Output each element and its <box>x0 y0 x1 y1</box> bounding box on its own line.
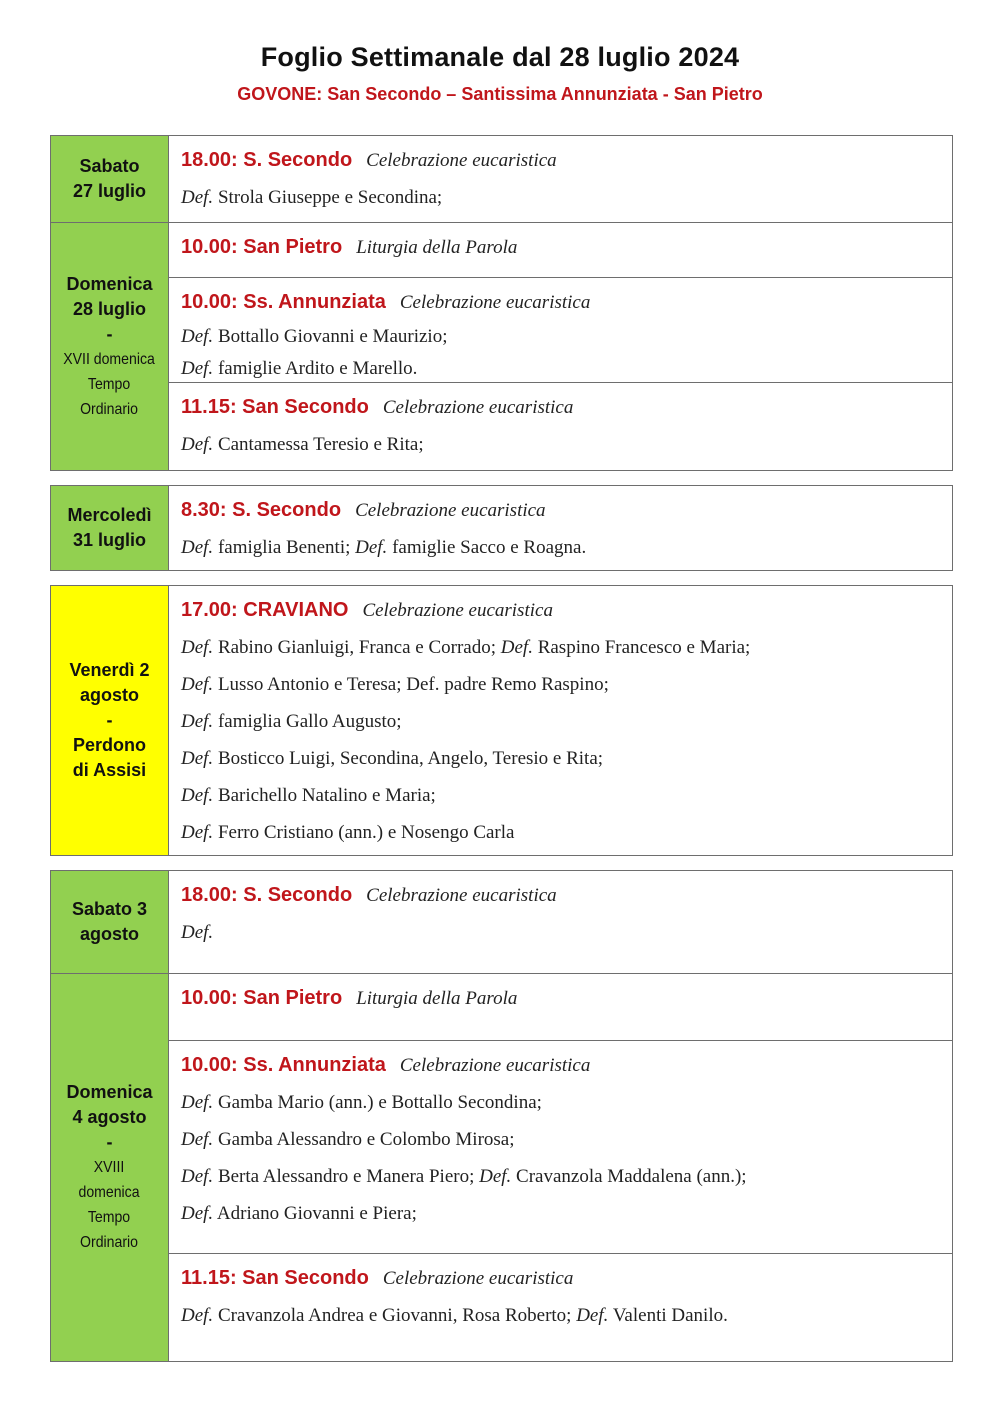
page-subtitle: GOVONE: San Secondo – Santissima Annunziata - San Pietro <box>237 84 763 104</box>
deceased-line <box>181 529 952 566</box>
celebration-entry <box>169 223 952 277</box>
def-prefix: Def. <box>479 1166 512 1187</box>
celebration-time-place: 18.00: S. Secondo <box>181 884 353 906</box>
day-line: Sabato <box>79 156 140 176</box>
celebration-time-place: 11.15: San Secondo <box>181 396 369 418</box>
deceased-line <box>181 740 952 777</box>
deceased-names: Bottallo Giovanni e Maurizio; <box>217 326 448 347</box>
celebration-entry <box>169 974 952 1040</box>
deceased-line <box>181 666 952 703</box>
day-cell <box>51 974 169 1361</box>
deceased-names: famiglie Ardito e Marello. <box>217 358 418 379</box>
celebration-time-place: 10.00: San Pietro <box>181 987 343 1009</box>
entries-column <box>169 223 952 470</box>
schedule-block <box>50 485 953 571</box>
deceased-names: Lusso Antonio e Teresa; Def. padre Remo Raspino; <box>217 674 609 695</box>
def-prefix: Def. <box>181 822 214 843</box>
deceased-line <box>181 814 952 851</box>
liturgical-day-line: XVII domenica <box>63 350 156 368</box>
day-line: 31 luglio <box>72 530 146 550</box>
celebration-type: Liturgia della Parola <box>356 988 518 1009</box>
deceased-names: famiglia Gallo Augusto; <box>217 711 402 732</box>
deceased-line <box>181 703 952 740</box>
day-label <box>69 658 149 783</box>
celebration-entry <box>169 1040 952 1253</box>
liturgical-day-line: Ordinario <box>80 400 139 418</box>
celebration-type: Celebrazione eucaristica <box>362 600 553 621</box>
day-line: Domenica <box>66 273 153 294</box>
deceased-line <box>181 777 952 814</box>
deceased-line <box>181 629 952 666</box>
def-prefix: Def. <box>181 1166 214 1187</box>
def-prefix: Def. <box>181 785 214 806</box>
day-label <box>72 897 147 947</box>
def-prefix: Def. <box>576 1305 609 1326</box>
def-prefix: Def. <box>181 674 214 695</box>
deceased-names: famiglia Benenti; <box>217 537 351 558</box>
day-cell <box>51 586 169 855</box>
def-prefix: Def. <box>181 1305 214 1326</box>
entries-column <box>169 136 952 222</box>
entry-heading <box>181 877 952 914</box>
celebration-type: Celebrazione eucaristica <box>382 397 574 418</box>
celebration-type: Liturgia della Parola <box>356 237 518 258</box>
liturgical-day-line: XVIII <box>94 1159 125 1176</box>
def-prefix: Def. <box>181 1129 214 1150</box>
celebration-entry <box>169 382 952 472</box>
deceased-line <box>181 353 952 385</box>
schedule-block <box>50 870 953 974</box>
entry-heading <box>181 389 952 426</box>
entries-column <box>169 486 952 570</box>
def-prefix: Def. <box>181 326 214 347</box>
celebration-type: Celebrazione eucaristica <box>382 1268 574 1289</box>
deceased-names: Raspino Francesco e Maria; <box>537 637 751 658</box>
day-line: Mercoledì <box>67 505 152 525</box>
day-line: 28 luglio <box>72 298 146 319</box>
entries-column <box>169 586 952 855</box>
day-line: - <box>106 323 113 344</box>
def-prefix: Def. <box>355 537 388 558</box>
entry-heading <box>181 142 952 179</box>
day-line: 4 agosto <box>72 1107 147 1127</box>
deceased-names: Ferro Cristiano (ann.) e Nosengo Carla <box>217 822 515 843</box>
schedule-block <box>50 585 953 856</box>
celebration-type: Celebrazione eucaristica <box>355 500 546 521</box>
entry-heading <box>181 1047 952 1084</box>
day-label <box>67 503 151 553</box>
celebration-time-place: 10.00: San Pietro <box>181 236 343 258</box>
deceased-line <box>181 321 952 353</box>
entries-column <box>169 974 952 1361</box>
liturgical-day-line: Tempo <box>88 375 131 393</box>
deceased-names: Cravanzola Maddalena (ann.); <box>516 1166 747 1187</box>
celebration-type: Celebrazione eucaristica <box>399 292 591 313</box>
deceased-line <box>181 1084 952 1121</box>
schedule-block <box>50 135 953 223</box>
day-cell <box>51 871 169 973</box>
def-prefix: Def. <box>181 748 214 769</box>
entries-column <box>169 871 952 973</box>
deceased-line <box>181 1297 952 1334</box>
deceased-line <box>181 1121 952 1158</box>
celebration-time-place: 10.00: Ss. Annunziata <box>181 1054 386 1076</box>
deceased-line <box>181 1158 952 1195</box>
def-prefix: Def. <box>181 537 214 558</box>
entry-heading <box>181 229 952 266</box>
deceased-names: Barichello Natalino e Maria; <box>217 785 436 806</box>
celebration-time-place: 17.00: CRAVIANO <box>181 599 349 621</box>
deceased-names: Gamba Alessandro e Colombo Mirosa; <box>217 1129 515 1150</box>
day-cell <box>51 486 169 570</box>
entry-heading <box>181 284 952 321</box>
entry-heading <box>181 980 952 1017</box>
celebration-time-place: 18.00: S. Secondo <box>181 149 353 171</box>
day-cell <box>51 136 169 222</box>
day-label <box>66 1080 152 1255</box>
liturgical-day-line: Tempo <box>88 1209 131 1226</box>
deceased-line <box>181 914 952 951</box>
def-prefix: Def. <box>181 1203 214 1224</box>
schedule-block <box>50 973 953 1362</box>
celebration-entry <box>169 486 952 572</box>
def-prefix: Def. <box>181 922 214 943</box>
def-prefix: Def. <box>181 434 214 455</box>
day-label <box>73 154 146 204</box>
liturgical-day-line: Ordinario <box>80 1234 139 1251</box>
day-line: 27 luglio <box>72 181 146 201</box>
schedule-block <box>50 222 953 471</box>
day-line: - <box>106 710 113 730</box>
deceased-line <box>181 179 952 216</box>
entry-heading <box>181 1260 952 1297</box>
deceased-line <box>181 426 952 463</box>
day-line: Perdono <box>72 735 146 755</box>
deceased-names: famiglie Sacco e Roagna. <box>392 537 587 558</box>
day-line: Venerdì 2 <box>69 660 150 680</box>
celebration-type: Celebrazione eucaristica <box>366 885 557 906</box>
day-line: Sabato 3 <box>71 899 148 919</box>
def-prefix: Def. <box>500 637 533 658</box>
celebration-time-place: 11.15: San Secondo <box>181 1267 369 1289</box>
celebration-type: Celebrazione eucaristica <box>399 1055 591 1076</box>
deceased-names: Bosticco Luigi, Secondina, Angelo, Teresio e Rita; <box>217 748 604 769</box>
day-label <box>57 272 161 422</box>
celebration-entry <box>169 871 952 975</box>
deceased-names: Gamba Mario (ann.) e Bottallo Secondina; <box>217 1092 542 1113</box>
page-title: Foglio Settimanale dal 28 luglio 2024 <box>260 42 740 72</box>
entry-heading <box>181 592 952 629</box>
deceased-names: Rabino Gianluigi, Franca e Corrado; <box>217 637 497 658</box>
deceased-names: Valenti Danilo. <box>612 1305 728 1326</box>
def-prefix: Def. <box>181 187 214 208</box>
def-prefix: Def. <box>181 358 214 379</box>
deceased-names: Cantamessa Teresio e Rita; <box>217 434 424 455</box>
deceased-names: Cravanzola Andrea e Giovanni, Rosa Roberto; <box>217 1305 572 1326</box>
def-prefix: Def. <box>181 637 214 658</box>
day-line: Domenica <box>66 1082 153 1102</box>
celebration-entry <box>169 277 952 382</box>
day-line: di Assisi <box>72 760 147 780</box>
entry-heading <box>181 492 952 529</box>
deceased-names: Strola Giuseppe e Secondina; <box>217 187 443 208</box>
def-prefix: Def. <box>181 1092 214 1113</box>
celebration-type: Celebrazione eucaristica <box>366 150 557 171</box>
deceased-names: Berta Alessandro e Manera Piero; <box>217 1166 475 1187</box>
liturgical-day-line: domenica <box>78 1184 141 1201</box>
day-line: agosto <box>79 685 139 705</box>
deceased-line <box>181 1195 952 1232</box>
day-line: - <box>106 1132 113 1152</box>
def-prefix: Def. <box>181 711 214 732</box>
celebration-entry <box>169 136 952 224</box>
celebration-time-place: 8.30: S. Secondo <box>181 499 342 521</box>
celebration-entry <box>169 1253 952 1363</box>
celebration-time-place: 10.00: Ss. Annunziata <box>181 291 386 313</box>
celebration-entry <box>169 586 952 857</box>
day-line: agosto <box>79 924 139 944</box>
day-cell <box>51 223 169 470</box>
deceased-names: Adriano Giovanni e Piera; <box>216 1203 417 1224</box>
